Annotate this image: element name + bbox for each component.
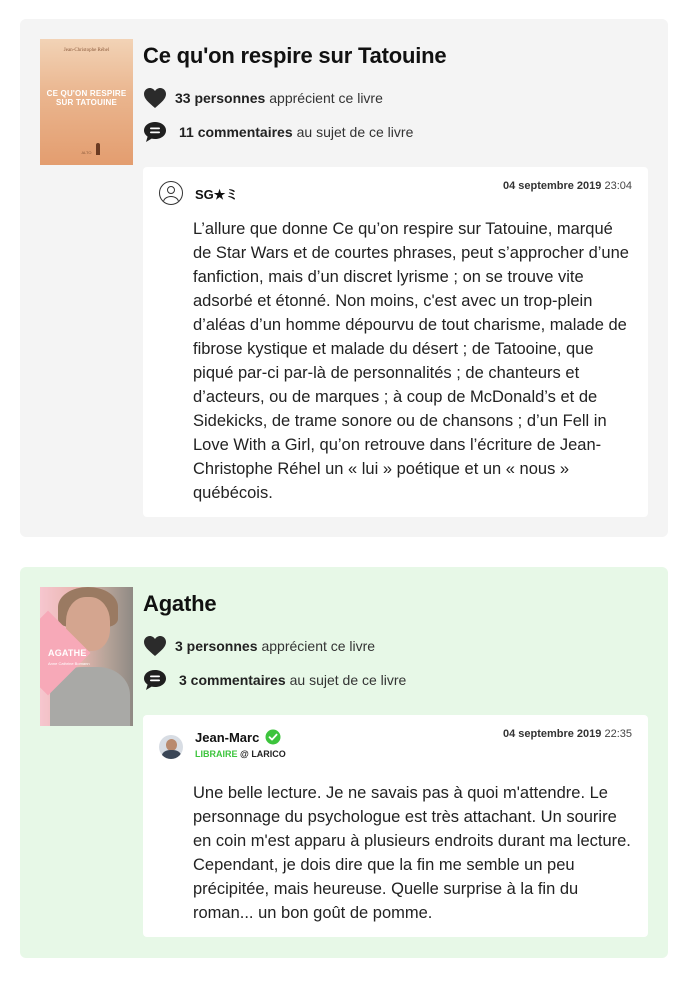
speech-bubble-icon[interactable]	[143, 121, 167, 143]
comments-label: au sujet de ce livre	[296, 124, 414, 140]
comment-box	[143, 167, 648, 517]
commenter-role	[195, 749, 286, 759]
book-cover[interactable]	[40, 39, 133, 165]
role-at: @	[240, 749, 249, 759]
likes-label: apprécient ce livre	[269, 90, 383, 106]
comments-count: 3 commentaires	[179, 672, 286, 688]
likes-label: apprécient ce livre	[261, 638, 376, 654]
likes-stat	[143, 635, 375, 657]
comment-text: Une belle lecture. Je ne savais pas à quoi m'attendre. Le personnage du psychologue est très attachant. Un sourire en coin m'est apparu à plusieurs endroits durant ma lecture. Cependant, je dois dire que la fin me semble un peu précipitée, mais heureuse. Quelle surprise à la fin du roman... un bon goût de pomme.	[193, 784, 631, 922]
likes-stat	[143, 87, 383, 109]
likes-count: 3 personnes	[175, 638, 258, 654]
cover-title: AGATHE	[48, 648, 87, 658]
likes-count: 33 personnes	[175, 90, 266, 106]
comments-count: 11 commentaires	[179, 124, 293, 140]
user-avatar-icon[interactable]	[159, 735, 183, 759]
book-title[interactable]: Agathe	[143, 591, 217, 616]
cover-publisher: ALTO	[81, 150, 92, 155]
comment-box	[143, 715, 648, 937]
comments-stat	[143, 669, 406, 691]
cover-subtitle: Anne Cathrine Bomann	[48, 661, 90, 666]
comment-date-day: 04 septembre 2019	[502, 180, 602, 192]
comments-label: au sujet de ce livre	[289, 672, 407, 688]
verified-badge-icon	[265, 729, 281, 745]
heart-icon[interactable]	[143, 635, 167, 657]
heart-icon[interactable]	[143, 87, 167, 109]
comment-date-day: 04 septembre 2019	[502, 728, 602, 740]
comment-date-time: 22:35	[604, 728, 632, 740]
cover-author: Jean-Christophe Réhel	[63, 48, 110, 53]
comments-stat	[143, 121, 413, 143]
user-avatar-icon[interactable]	[159, 181, 183, 205]
comment-username[interactable]: SG★ミ	[195, 187, 239, 202]
comment-username-row	[195, 729, 281, 745]
comment-date	[503, 728, 632, 740]
cover-title: CE QU'ON RESPIRE SUR TATOUINE	[46, 89, 127, 107]
book-card	[20, 19, 668, 537]
comment-date-time: 23:04	[604, 180, 632, 192]
speech-bubble-icon[interactable]	[143, 669, 167, 691]
comment-username[interactable]: Jean-Marc	[195, 729, 260, 745]
comment-date	[503, 180, 632, 192]
role-badge: LIBRAIRE	[195, 749, 238, 759]
comment-text: L’allure que donne Ce qu’on respire sur Tatouine, marqué de Star Wars et de courtes phrases, peut s’approcher d’une fanfiction, mais d’un discret lyrisme ; on se trouve vite adsorbé et étonné. Non moins, c'est avec un trop-plein d’aléas d’un homme dépourvu de tout charisme, malade de fibrose kystique et malade du désert ; de Tatooine, que piqué par-ci par-là de personnalités ; de chanteurs et d’acteurs, ou de marques ; à coup de McDonald’s et de Sidekicks, de trame sonore ou de chansons ; d’un Fell in Love With a Girl, qu’on retrouve dans l’écriture de Jean-Christophe Réhel un « lui » poétique et un « nous » québécois.	[193, 220, 629, 502]
book-cover[interactable]	[40, 587, 133, 726]
book-card	[20, 567, 668, 958]
store-link[interactable]: LARICO	[251, 749, 286, 759]
book-title[interactable]: Ce qu'on respire sur Tatouine	[143, 43, 447, 68]
